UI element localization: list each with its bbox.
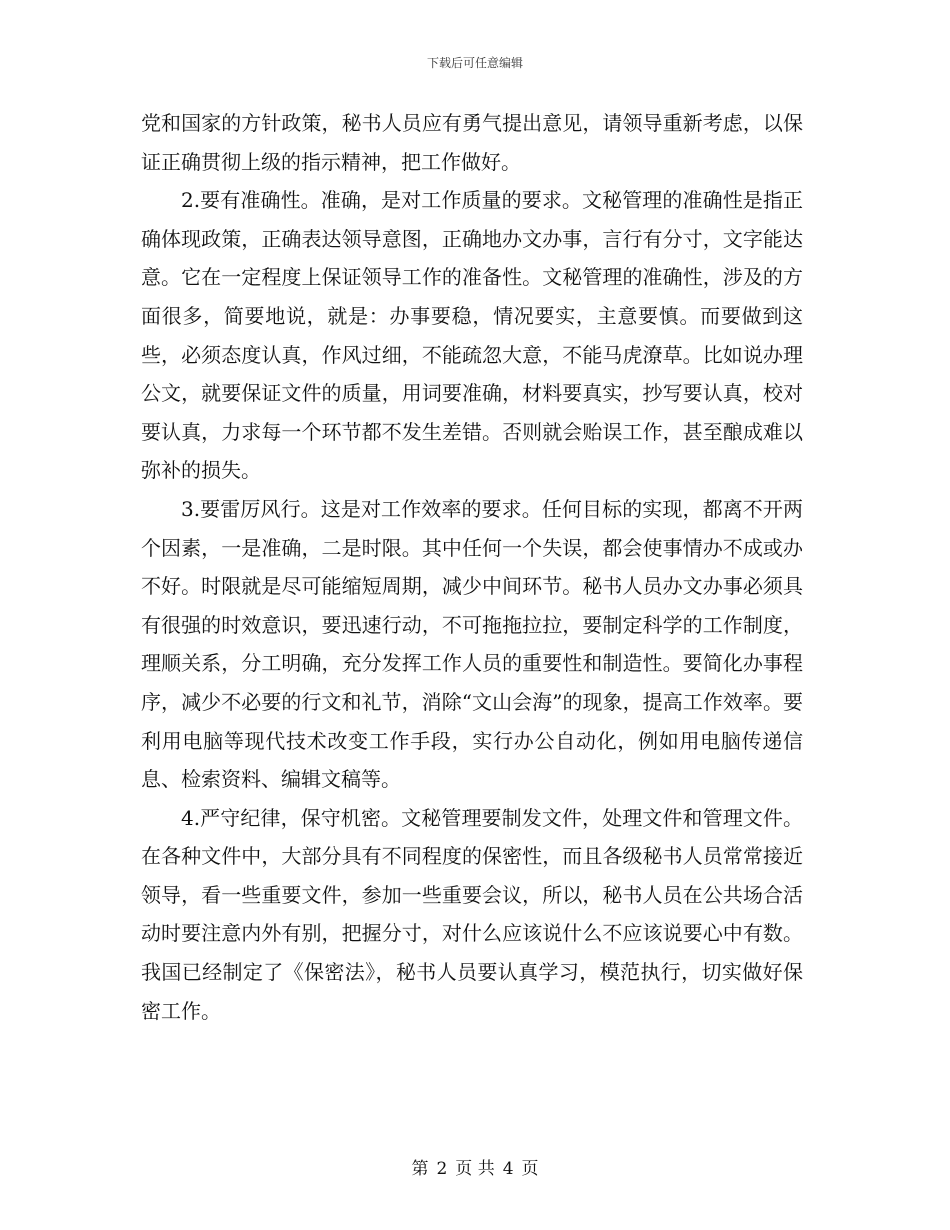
- paragraph-efficiency: 3.要雷厉风行。这是对工作效率的要求。任何目标的实现，都离不开两个因素，一是准确，二是时限。其中任何一个失误，都会使事情办不成或办不好。时限就是尽可能缩短周期，减少中间环节。秘书人员办文办事必须具有很强的时效意识，要迅速行动，不可拖拖拉拉，要制定科学的工作制度，理顺关系，分工明确，充分发挥工作人员的重要性和制造性。要简化办事程序，减少不必要的行文和礼节，消除“文山会海”的现象，提高工作效率。要利用电脑等现代技术改变工作手段，实行办公自动化，例如用电脑传递信息、检索资料、编辑文稿等。: [141, 496, 803, 792]
- footer-middle: 页 共: [455, 1159, 495, 1179]
- document-body: [141, 104, 803, 1030]
- footer-suffix: 页: [521, 1159, 539, 1179]
- page-header: 下载后可任意编辑: [426, 56, 523, 70]
- page-footer: [0, 1154, 950, 1179]
- paragraph-continued: 党和国家的方针政策，秘书人员应有勇气提出意见，请领导重新考虑，以保证正确贯彻上级的指示精神，把工作做好。: [141, 111, 803, 174]
- footer-prefix: 第: [411, 1159, 429, 1179]
- footer-total-pages: 4: [502, 1159, 514, 1179]
- paragraph-accuracy: 2.要有准确性。准确，是对工作质量的要求。文秘管理的准确性是指正确体现政策，正确表达领导意图，正确地办文办事，言行有分寸，文字能达意。它在一定程度上保证领导工作的准备性。文秘管理的准确性，涉及的方面很多，简要地说，就是：办事要稳，情况要实，主意要慎。而要做到这些，必须态度认真，作风过细，不能疏忽大意，不能马虎潦草。比如说办理公文，就要保证文件的质量，用词要准确，材料要真实，抄写要认真，校对要认真，力求每一个环节都不发生差错。否则就会贻误工作，甚至酿成难以弥补的损失。: [141, 188, 803, 483]
- footer-current-page: 2: [436, 1159, 448, 1179]
- paragraph-confidentiality: 4.严守纪律，保守机密。文秘管理要制发文件，处理文件和管理文件。在各种文件中，大部分具有不同程度的保密性，而且各级秘书人员常常接近领导，看一些重要文件，参加一些重要会议，所以，秘书人员在公共场合活动时要注意内外有别，把握分寸，对什么应该说什么不应该说要心中有数。我国已经制定了《保密法》，秘书人员要认真学习，模范执行，切实做好保密工作。: [141, 805, 803, 1023]
